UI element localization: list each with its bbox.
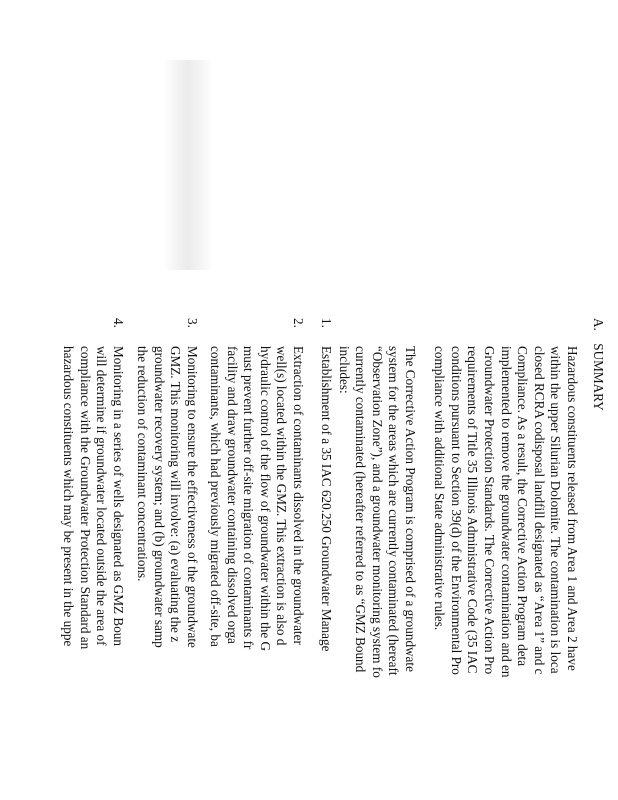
text-line: will determine if groundwater located outside the area of — [94, 346, 110, 646]
text-line: must prevent further off-site migration of contaminants fr — [241, 346, 257, 650]
text-line: Monitoring in a series of wells designated as GMZ Boun — [111, 346, 126, 646]
faded-scan-artifact — [163, 60, 213, 270]
section-heading — [589, 318, 606, 411]
text-line: conditions pursuant to Section 39(d) of the Environmental Pro — [448, 346, 464, 675]
text-line: groundwater recovery system; and (b) groundwater samp — [151, 346, 167, 648]
text-line: includes: — [336, 346, 352, 394]
text-line: well(s) located within the GMZ. This extraction is also d — [274, 346, 290, 646]
text-line: Monitoring to ensure the effectiveness of the groundwate — [185, 346, 200, 648]
text-line: within the upper Silurian Dolomite. The contamination is loca — [548, 346, 564, 674]
text-line: Groundwater Protection Standards. The Corrective Action Pro — [482, 346, 498, 675]
text-line: system for the areas which are currently contaminated (hereaft — [386, 346, 402, 676]
text-line: Compliance. As a result, the Corrective Action Program deta — [515, 346, 531, 667]
text-line: facility and draw groundwater containing dissolved orga — [224, 346, 240, 644]
text-line: implemented to remove the groundwater contamination and en — [498, 346, 514, 678]
text-line: GMZ. This monitoring will involve: (a) evaluating the z — [168, 346, 184, 643]
text-line: compliance with the Groundwater Protection Standard an — [77, 346, 93, 650]
text-line: compliance with additional State administrative rules. — [432, 346, 448, 631]
text-line: closed RCRA codisposal landfill designated as “Area 1” and c — [531, 346, 547, 675]
text-line: hazardous constituents which may be present in the uppe — [61, 346, 77, 647]
text-line: The Corrective Action Program is comprised of a groundwate — [403, 346, 418, 672]
text-line: currently contaminated (hereafter referred to as “GMZ Bound — [353, 346, 369, 673]
program-paragraph — [335, 346, 418, 800]
text-line: “Observation Zone”), and a groundwater monitoring system fo — [369, 346, 385, 678]
text-line: requirements of Title 35 Illinois Administrative Code (35 IAC — [465, 346, 481, 674]
intro-paragraph — [431, 346, 580, 800]
text-line: Extraction of contaminants dissolved in the groundwater — [291, 346, 306, 645]
text-line: Hazardous constituents released from Area 1 and Area 2 have — [565, 346, 580, 671]
section-title: SUMMARY — [591, 343, 606, 411]
list-item-number: 3. — [185, 318, 200, 328]
text-line: hydraulic control of the flow of groundwater within the G — [257, 346, 273, 652]
text-line: Establishment of a 35 IAC 620.250 Groundwater Manage — [319, 346, 334, 652]
list-item-number: 1. — [319, 318, 334, 328]
list-item-number: 2. — [291, 318, 306, 328]
text-line: contaminants, which had previously migrated off-site, ba — [208, 346, 224, 647]
list-item-number: 4. — [111, 318, 126, 328]
section-letter: A. — [591, 318, 606, 331]
text-line: the reduction of contaminant concentrations. — [135, 346, 151, 582]
